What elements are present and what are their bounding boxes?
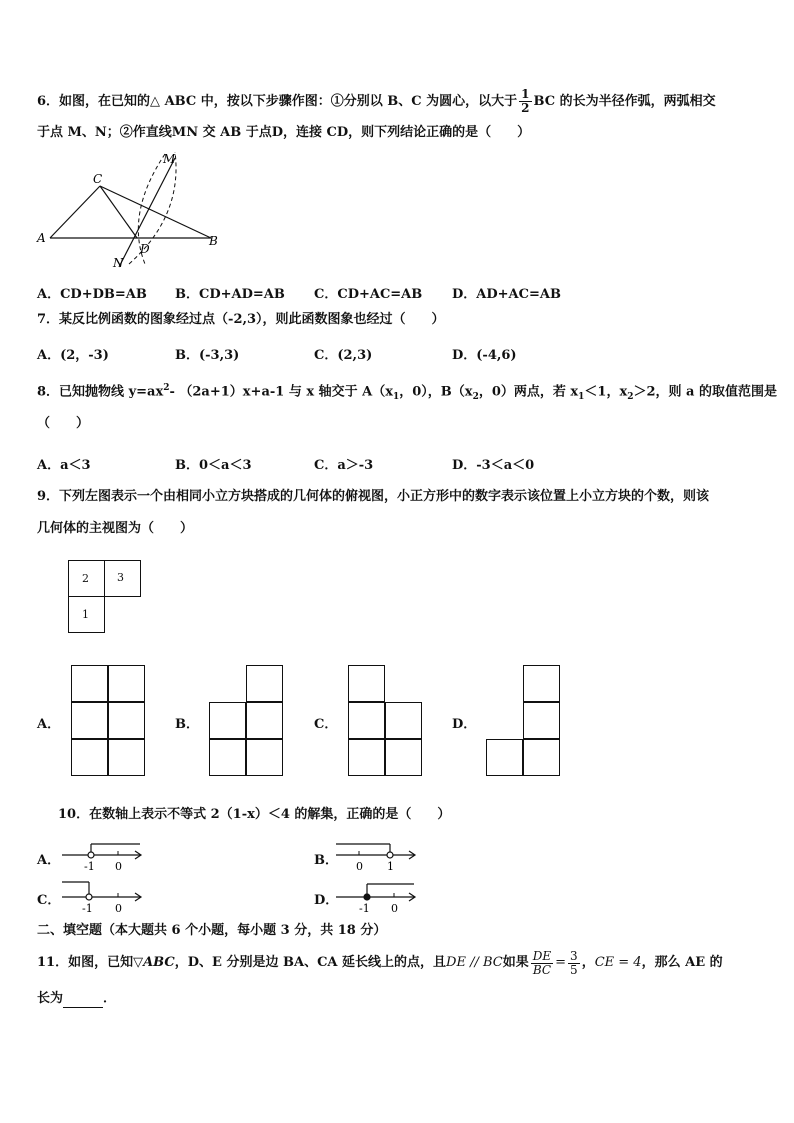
q10-option-d-numberline[interactable] (334, 878, 418, 914)
label-M: M (163, 152, 176, 166)
q8-option-c[interactable]: C．a＞-3 (314, 458, 374, 473)
q9-option-d-figure[interactable] (486, 665, 561, 776)
q11-answer-blank[interactable] (63, 993, 103, 1008)
section-heading-fill-blank: 二、填空题（本大题共 6 个小题，每小题 3 分，共 18 分） (37, 923, 387, 938)
q6-option-d[interactable]: D．AD+AC=AB (452, 287, 561, 302)
q8-option-a[interactable]: A．a＜3 (37, 458, 91, 473)
q9-top-view (68, 560, 143, 633)
q10-option-c-label[interactable]: C． (37, 893, 61, 908)
svg-text:-1: -1 (84, 860, 95, 873)
q9-option-a-label[interactable]: A． (37, 717, 61, 732)
q9-option-d-label[interactable]: D． (452, 717, 477, 732)
svg-text:-1: -1 (359, 902, 370, 914)
q11-fraction-de-bc: $\frac{DE}{BC}$ (532, 948, 552, 977)
label-B: B (209, 234, 218, 248)
svg-text:0: 0 (115, 860, 122, 873)
q10-option-d-label[interactable]: D． (314, 893, 339, 908)
q8-option-d[interactable]: D．-3＜a＜0 (452, 458, 535, 473)
q8-answer-paren: （ ） (37, 416, 90, 431)
q10-option-b-label[interactable]: B． (314, 853, 338, 868)
svg-text:0: 0 (356, 860, 363, 873)
q10-option-b-numberline[interactable] (334, 838, 418, 874)
q6-text-a: 6．如图，在已知的△ ABC 中，按以下步骤作图：①分别以 B、C 为圆心，以大于 (37, 94, 518, 109)
q9-line1: 9．下列左图表示一个由相同小立方块搭成的几何体的俯视图，小正方形中的数字表示该位置上小立方块的个数，则该 (37, 489, 710, 504)
q6-line1 (37, 88, 716, 115)
q10-option-a-label[interactable]: A． (37, 853, 61, 868)
top-view-cell: 1 (68, 596, 105, 633)
q11-line2: 长为 ． (37, 991, 117, 1006)
q11-fraction-3-5: $\frac{3}{5}$ (570, 948, 578, 977)
q7-option-a[interactable]: A．(2，-3) (37, 348, 109, 363)
q6-option-a[interactable]: A．CD+DB=AB (37, 287, 147, 302)
q6-text-b: BC 的长为半径作弧，两弧相交 (533, 94, 716, 109)
q8-option-b[interactable]: B．0＜a＜3 (175, 458, 252, 473)
q9-option-b-label[interactable]: B． (175, 717, 199, 732)
q7-stem: 7．某反比例函数的图象经过点（-2,3），则此函数图象也经过（ ） (37, 312, 445, 327)
svg-text:0: 0 (391, 902, 398, 914)
svg-text:-1: -1 (82, 902, 93, 914)
q10-option-c-numberline[interactable] (60, 878, 144, 914)
q9-line2: 几何体的主视图为（ ） (37, 521, 194, 536)
label-N: N (113, 256, 124, 270)
q6-figure (33, 146, 228, 272)
q7-option-d[interactable]: D．(-4,6) (452, 348, 517, 363)
q7-option-c[interactable]: C．(2,3) (314, 348, 373, 363)
svg-text:1: 1 (387, 860, 394, 873)
label-A: A (37, 231, 46, 245)
q6-fraction: $\frac{1}{2}$ (521, 87, 530, 115)
top-view-cell: 3 (104, 560, 141, 597)
q10-stem: 10．在数轴上表示不等式 2（1-x）＜4 的解集，正确的是（ ） (58, 807, 451, 822)
q10-option-a-numberline[interactable] (60, 838, 144, 874)
q6-option-c[interactable]: C．CD+AC=AB (314, 287, 423, 302)
label-D: D (140, 242, 150, 256)
svg-text:0: 0 (115, 902, 122, 914)
q9-option-a-figure[interactable] (71, 665, 146, 776)
q9-option-c-figure[interactable] (348, 665, 423, 776)
q6-option-b[interactable]: B．CD+AD=AB (175, 287, 285, 302)
q9-option-c-label[interactable]: C． (314, 717, 338, 732)
label-C: C (93, 172, 103, 186)
q11-line1: 11．如图，已知 ▽ABC ，D、E 分别是边 BA、CA 延长线上的点，且 DE // BC 如果 $\frac{DE}{BC}$ = $\frac{3}{5}$ ， CE = 4 ，那么 AE 的 (37, 948, 723, 977)
q7-option-b[interactable]: B．(-3,3) (175, 348, 240, 363)
q8-stem: 8．已知抛物线 $y=ax^2-$ （2a+1）x+a-1 与 x 轴交于 $A(x_1$，0），$B(x_2$，0）两点，若 $x_1<1$，$x_2>2$，则 a 的取值范围是 (37, 383, 778, 402)
q9-option-b-figure[interactable] (209, 665, 284, 776)
top-view-cell: 2 (68, 560, 105, 597)
q6-line2: 于点 M、N；②作直线MN 交 AB 于点D，连接 CD，则下列结论正确的是（ ） (37, 125, 531, 140)
